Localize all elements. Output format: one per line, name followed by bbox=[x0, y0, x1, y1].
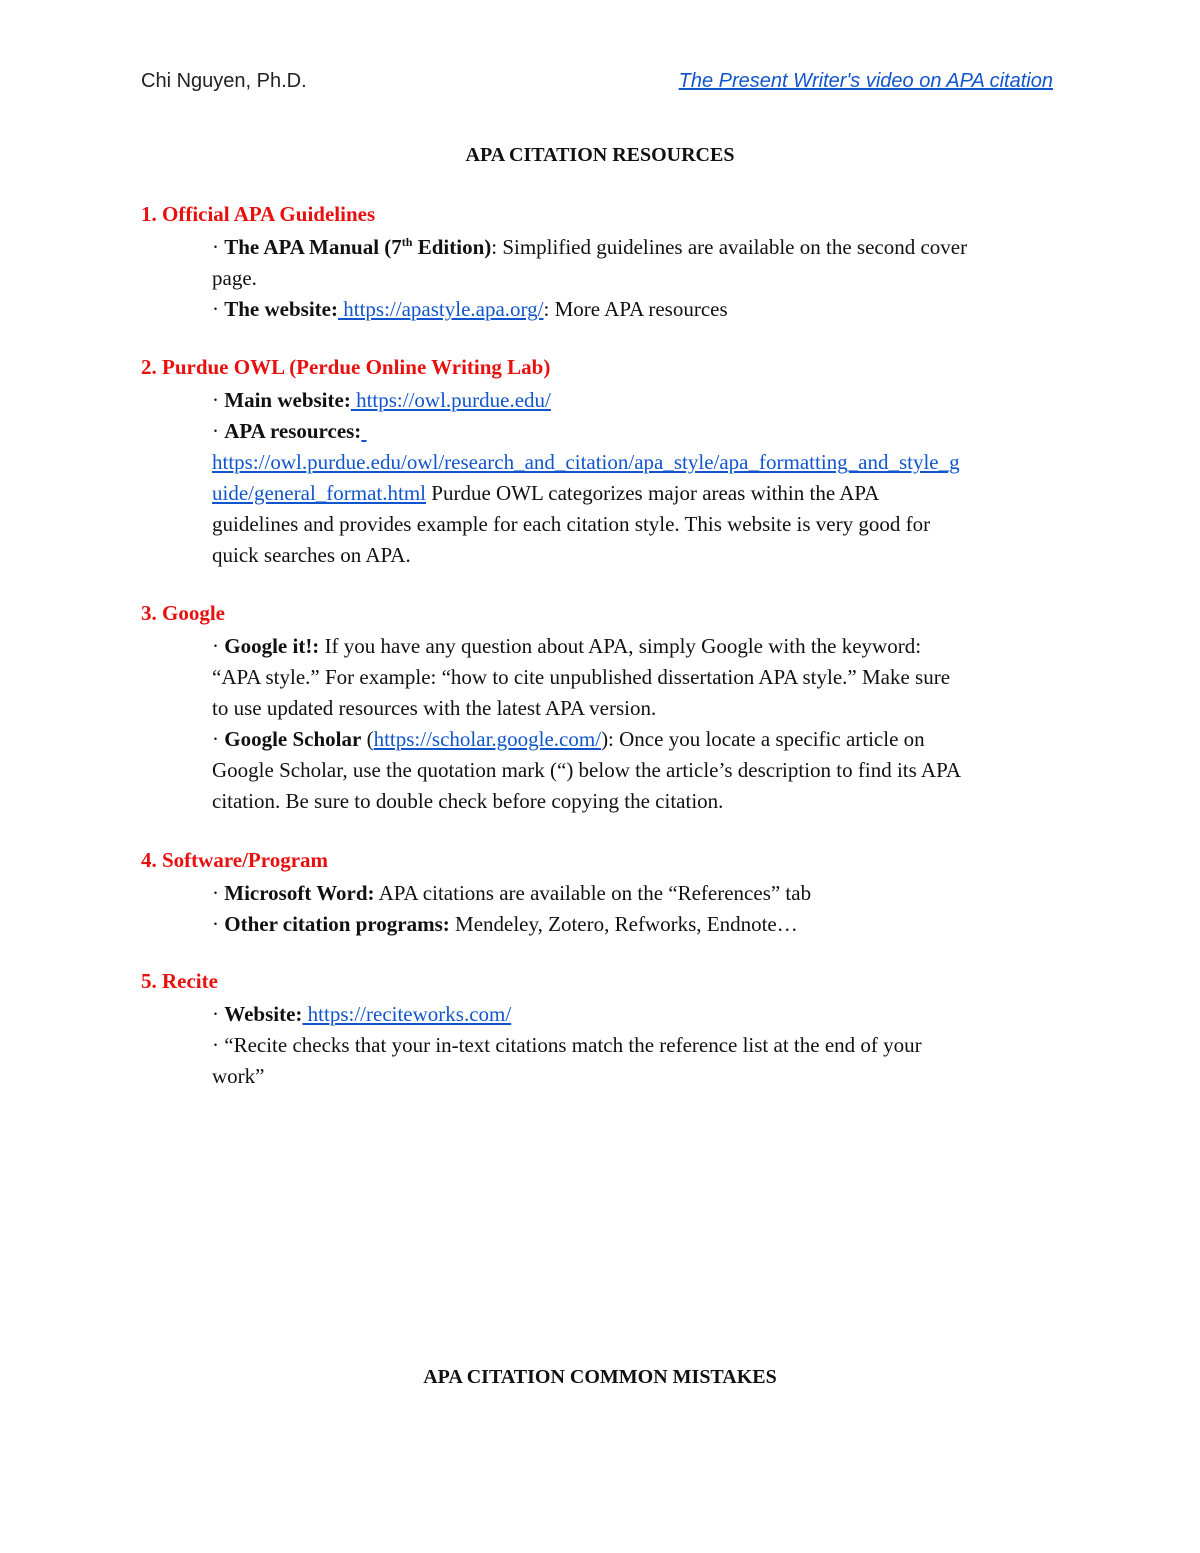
owl-main-item bbox=[212, 385, 1062, 416]
bullet: · bbox=[212, 1033, 225, 1057]
google-scholar-text-3: citation. Be sure to double check before copying the citation. bbox=[212, 789, 724, 813]
apa-website-link[interactable]: https://apastyle.apa.org/ bbox=[338, 297, 544, 321]
section-5-heading: 5. Recite bbox=[141, 969, 218, 993]
apa-website-item bbox=[212, 294, 1062, 325]
google-it-text-2: “APA style.” For example: “how to cite unpublished dissertation APA style.” Make sure bbox=[212, 665, 951, 689]
apa-website-text: : More APA resources bbox=[543, 297, 728, 321]
ms-word-label: Microsoft Word: bbox=[224, 881, 375, 905]
google-scholar-item bbox=[212, 724, 1062, 755]
owl-apa-text-2: guidelines and provides example for each citation style. This website is very good for bbox=[212, 512, 931, 536]
bullet: · bbox=[212, 634, 225, 658]
apa-manual-label-end: Edition) bbox=[412, 235, 492, 259]
apa-manual-text-cont: page. bbox=[212, 266, 257, 290]
bullet: · bbox=[212, 419, 225, 443]
ms-word-item bbox=[212, 878, 1062, 909]
bullet: · bbox=[212, 727, 225, 751]
header-author: Chi Nguyen, Ph.D. bbox=[141, 70, 307, 92]
recite-website-label: Website: bbox=[224, 1002, 303, 1026]
google-scholar-open: ( bbox=[361, 727, 374, 751]
bullet: · bbox=[212, 1002, 225, 1026]
apa-manual-item bbox=[212, 232, 1062, 263]
owl-main-link[interactable]: https://owl.purdue.edu/ bbox=[350, 388, 551, 412]
recite-website-item bbox=[212, 999, 1062, 1030]
recite-quote-item bbox=[212, 1030, 1062, 1061]
title-mistakes: APA CITATION COMMON MISTAKES bbox=[423, 1366, 777, 1388]
owl-apa-link-line-2 bbox=[212, 478, 1062, 509]
apa-manual-label: The APA Manual (7 bbox=[224, 235, 402, 259]
other-programs-text: Mendeley, Zotero, Refworks, Endnote… bbox=[449, 912, 798, 936]
owl-apa-link-line-1 bbox=[212, 447, 1062, 478]
section-1-heading: 1. Official APA Guidelines bbox=[141, 202, 376, 226]
owl-apa-item bbox=[212, 416, 1062, 447]
header-video-link[interactable]: The Present Writer's video on APA citation bbox=[678, 70, 1053, 92]
title-resources: APA CITATION RESOURCES bbox=[465, 144, 735, 166]
google-scholar-text-1: ): Once you locate a specific article on bbox=[601, 727, 925, 751]
section-2-heading: 2. Purdue OWL (Perdue Online Writing Lab) bbox=[141, 355, 551, 379]
google-it-text-1: If you have any question about APA, simply Google with the keyword: bbox=[319, 634, 922, 658]
recite-quote-2: work” bbox=[212, 1064, 265, 1088]
google-scholar-link[interactable]: https://scholar.google.com/ bbox=[373, 727, 602, 751]
google-it-text-3: to use updated resources with the latest APA version. bbox=[212, 696, 657, 720]
bullet: · bbox=[212, 912, 225, 936]
section-5-body bbox=[212, 999, 1062, 1092]
apa-manual-text: : Simplified guidelines are available on the second cover bbox=[491, 235, 968, 259]
apa-manual-sup: th bbox=[401, 235, 413, 249]
bullet: · bbox=[212, 881, 225, 905]
ms-word-text: APA citations are available on the “References” tab bbox=[374, 881, 812, 905]
section-4-heading: 4. Software/Program bbox=[141, 848, 329, 872]
owl-apa-text-1: Purdue OWL categorizes major areas within the APA bbox=[426, 481, 880, 505]
section-1-body bbox=[212, 232, 1062, 325]
bullet: · bbox=[212, 388, 225, 412]
section-3-body bbox=[212, 631, 1062, 817]
google-scholar-text-2: Google Scholar, use the quotation mark (“) below the article’s description to find its APA bbox=[212, 758, 961, 782]
bullet: · bbox=[212, 235, 225, 259]
owl-apa-text-3: quick searches on APA. bbox=[212, 543, 411, 567]
bullet: · bbox=[212, 297, 225, 321]
other-programs-label: Other citation programs: bbox=[224, 912, 450, 936]
recite-website-link[interactable]: https://reciteworks.com/ bbox=[302, 1002, 512, 1026]
google-it-item bbox=[212, 631, 1062, 662]
section-4-body bbox=[212, 878, 1062, 940]
recite-quote-1: “Recite checks that your in-text citations match the reference list at the end of your bbox=[224, 1033, 922, 1057]
owl-main-label: Main website: bbox=[224, 388, 351, 412]
owl-apa-link-2[interactable]: uide/general_format.html bbox=[212, 481, 427, 505]
apa-website-label: The website: bbox=[224, 297, 338, 321]
owl-apa-label: APA resources: bbox=[224, 419, 362, 443]
google-scholar-label: Google Scholar bbox=[224, 727, 362, 751]
section-2-body bbox=[212, 385, 1062, 571]
owl-apa-link-1[interactable]: https://owl.purdue.edu/owl/research_and_citation/apa_style/apa_formatting_and_style_g bbox=[212, 450, 960, 474]
section-3-heading: 3. Google bbox=[141, 601, 225, 625]
google-it-label: Google it!: bbox=[224, 634, 320, 658]
other-programs-item bbox=[212, 909, 1062, 940]
owl-apa-label-underline bbox=[361, 419, 366, 443]
